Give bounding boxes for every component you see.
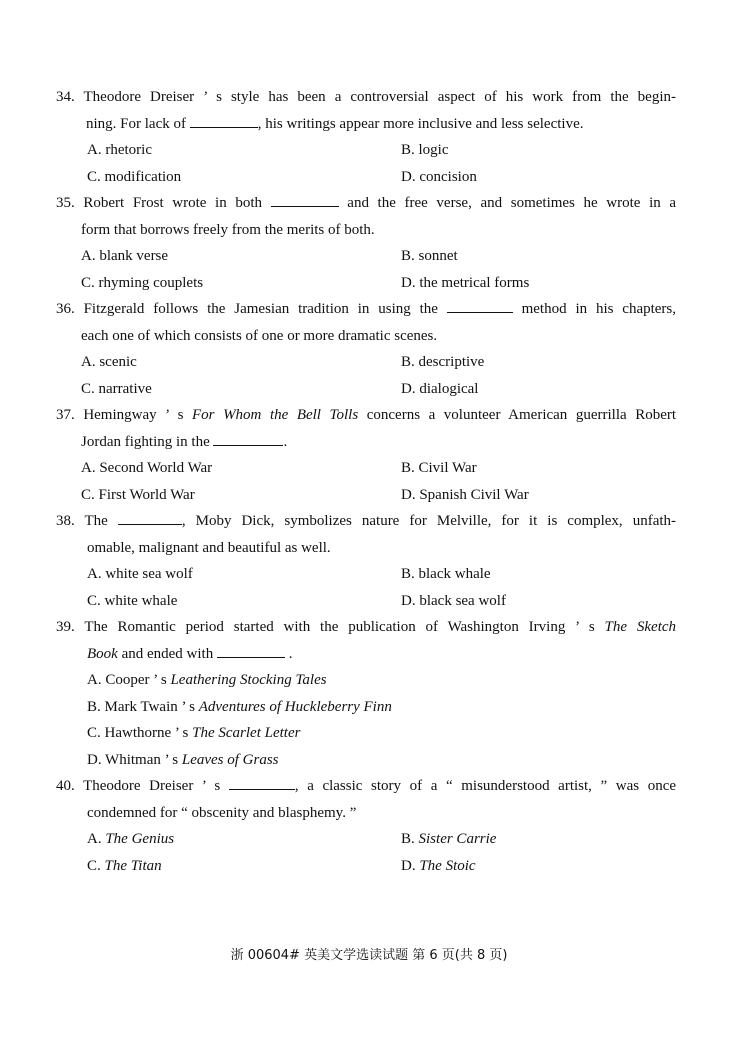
option-label: D. [401, 858, 420, 874]
option-c [87, 724, 300, 742]
question-39-line2 [87, 645, 292, 663]
question-text: The Romantic period started with the publication of Washington Irving ’ s [84, 619, 595, 635]
answer-blank [447, 300, 513, 313]
question-36-line1 [56, 300, 676, 318]
question-text: Jordan fighting in the [81, 434, 210, 450]
question-text: Theodore Dreiser ’ s [83, 778, 221, 794]
answer-blank [190, 115, 258, 128]
question-number: 35. [56, 195, 75, 211]
option-a [87, 830, 174, 848]
question-number: 34. [56, 89, 75, 105]
option-c: C. modification [87, 169, 182, 185]
question-37-line1 [56, 406, 676, 424]
question-text: Hemingway ’ s [83, 407, 184, 423]
option-d [87, 751, 279, 769]
question-text: , his writings appear more inclusive and less selective. [257, 116, 584, 132]
question-text: , Moby Dick, symbolizes nature for Melville, for it is complex, unfath- [181, 513, 677, 529]
answer-blank [229, 777, 295, 790]
option-c: C. rhyming couplets [81, 275, 204, 291]
question-40-line1 [56, 777, 676, 795]
question-40-line2: condemned for “ obscenity and blasphemy. ” [87, 805, 357, 821]
book-title: The Genius [105, 831, 175, 847]
book-title: The Titan [104, 858, 162, 874]
question-text: The [84, 513, 108, 529]
page-footer: 浙 00604# 英美文学选读试题 第 6 页(共 8 页) [230, 948, 508, 963]
option-b: B. Civil War [401, 460, 477, 476]
question-text: . [283, 434, 288, 450]
answer-blank [213, 433, 283, 446]
option-label: D. Whitman ’ s [87, 752, 182, 768]
option-label: A. [87, 831, 106, 847]
question-37-line2 [81, 433, 287, 451]
question-39-line1 [56, 618, 676, 636]
book-title: For Whom the Bell Tolls [192, 407, 359, 423]
option-b: B. logic [401, 142, 449, 158]
option-d: D. dialogical [401, 381, 479, 397]
answer-blank [118, 512, 182, 525]
question-number: 38. [56, 513, 75, 529]
book-title: Sister Carrie [418, 831, 497, 847]
option-a: A. scenic [81, 354, 137, 370]
option-label: A. Cooper ’ s [87, 672, 171, 688]
book-title: Leaves of Grass [181, 752, 279, 768]
book-title: Adventures of Huckleberry Finn [198, 699, 392, 715]
book-title: The Scarlet Letter [192, 725, 301, 741]
option-c: C. First World War [81, 487, 195, 503]
question-number: 40. [56, 778, 75, 794]
option-b [87, 698, 392, 716]
option-a: A. rhetoric [87, 142, 152, 158]
question-text: Theodore Dreiser ’ s style has been a controversial aspect of his work from the begin- [83, 89, 677, 105]
option-c: C. white whale [87, 593, 178, 609]
book-title: The Stoic [419, 858, 476, 874]
option-b: B. descriptive [401, 354, 485, 370]
book-title: Leathering Stocking Tales [170, 672, 327, 688]
question-36-line2: each one of which consists of one or more dramatic scenes. [81, 328, 438, 344]
question-text: method in his chapters, [521, 301, 677, 317]
question-34-line1 [56, 88, 676, 106]
option-d [401, 857, 476, 875]
book-title: The Sketch [604, 619, 677, 635]
option-a: A. white sea wolf [87, 566, 193, 582]
option-label: C. [87, 858, 105, 874]
question-text: Fitzgerald follows the Jamesian tradition in using the [83, 301, 438, 317]
option-d: D. Spanish Civil War [401, 487, 529, 503]
question-number: 37. [56, 407, 75, 423]
option-c [87, 857, 162, 875]
question-35-line2: form that borrows freely from the merits of both. [81, 222, 375, 238]
option-d: D. the metrical forms [401, 275, 530, 291]
answer-blank [217, 645, 285, 658]
option-label: C. Hawthorne ’ s [87, 725, 193, 741]
question-number: 39. [56, 619, 75, 635]
question-text: ning. For lack of [86, 116, 186, 132]
question-text: , a classic story of a “ misunderstood artist, ” was once [294, 778, 677, 794]
question-number: 36. [56, 301, 75, 317]
question-text: and ended with [121, 646, 214, 662]
question-38-line1 [56, 512, 676, 530]
option-b: B. sonnet [401, 248, 458, 264]
option-d: D. concision [401, 169, 477, 185]
option-label: B. [401, 831, 419, 847]
question-text: . [288, 646, 293, 662]
answer-blank [271, 194, 339, 207]
option-b: B. black whale [401, 566, 491, 582]
option-b [401, 830, 496, 848]
question-34-line2 [86, 115, 583, 133]
question-38-line2: omable, malignant and beautiful as well. [87, 540, 331, 556]
question-text: and the free verse, and sometimes he wrote in a [347, 195, 677, 211]
option-a: A. Second World War [81, 460, 213, 476]
question-text: Robert Frost wrote in both [83, 195, 263, 211]
option-label: B. Mark Twain ’ s [87, 699, 199, 715]
option-a [87, 671, 327, 689]
option-a: A. blank verse [81, 248, 169, 264]
question-text: concerns a volunteer American guerrilla Robert [366, 407, 677, 423]
book-title: Book [87, 646, 118, 662]
option-d: D. black sea wolf [401, 593, 506, 609]
question-35-line1 [56, 194, 676, 212]
option-c: C. narrative [81, 381, 152, 397]
